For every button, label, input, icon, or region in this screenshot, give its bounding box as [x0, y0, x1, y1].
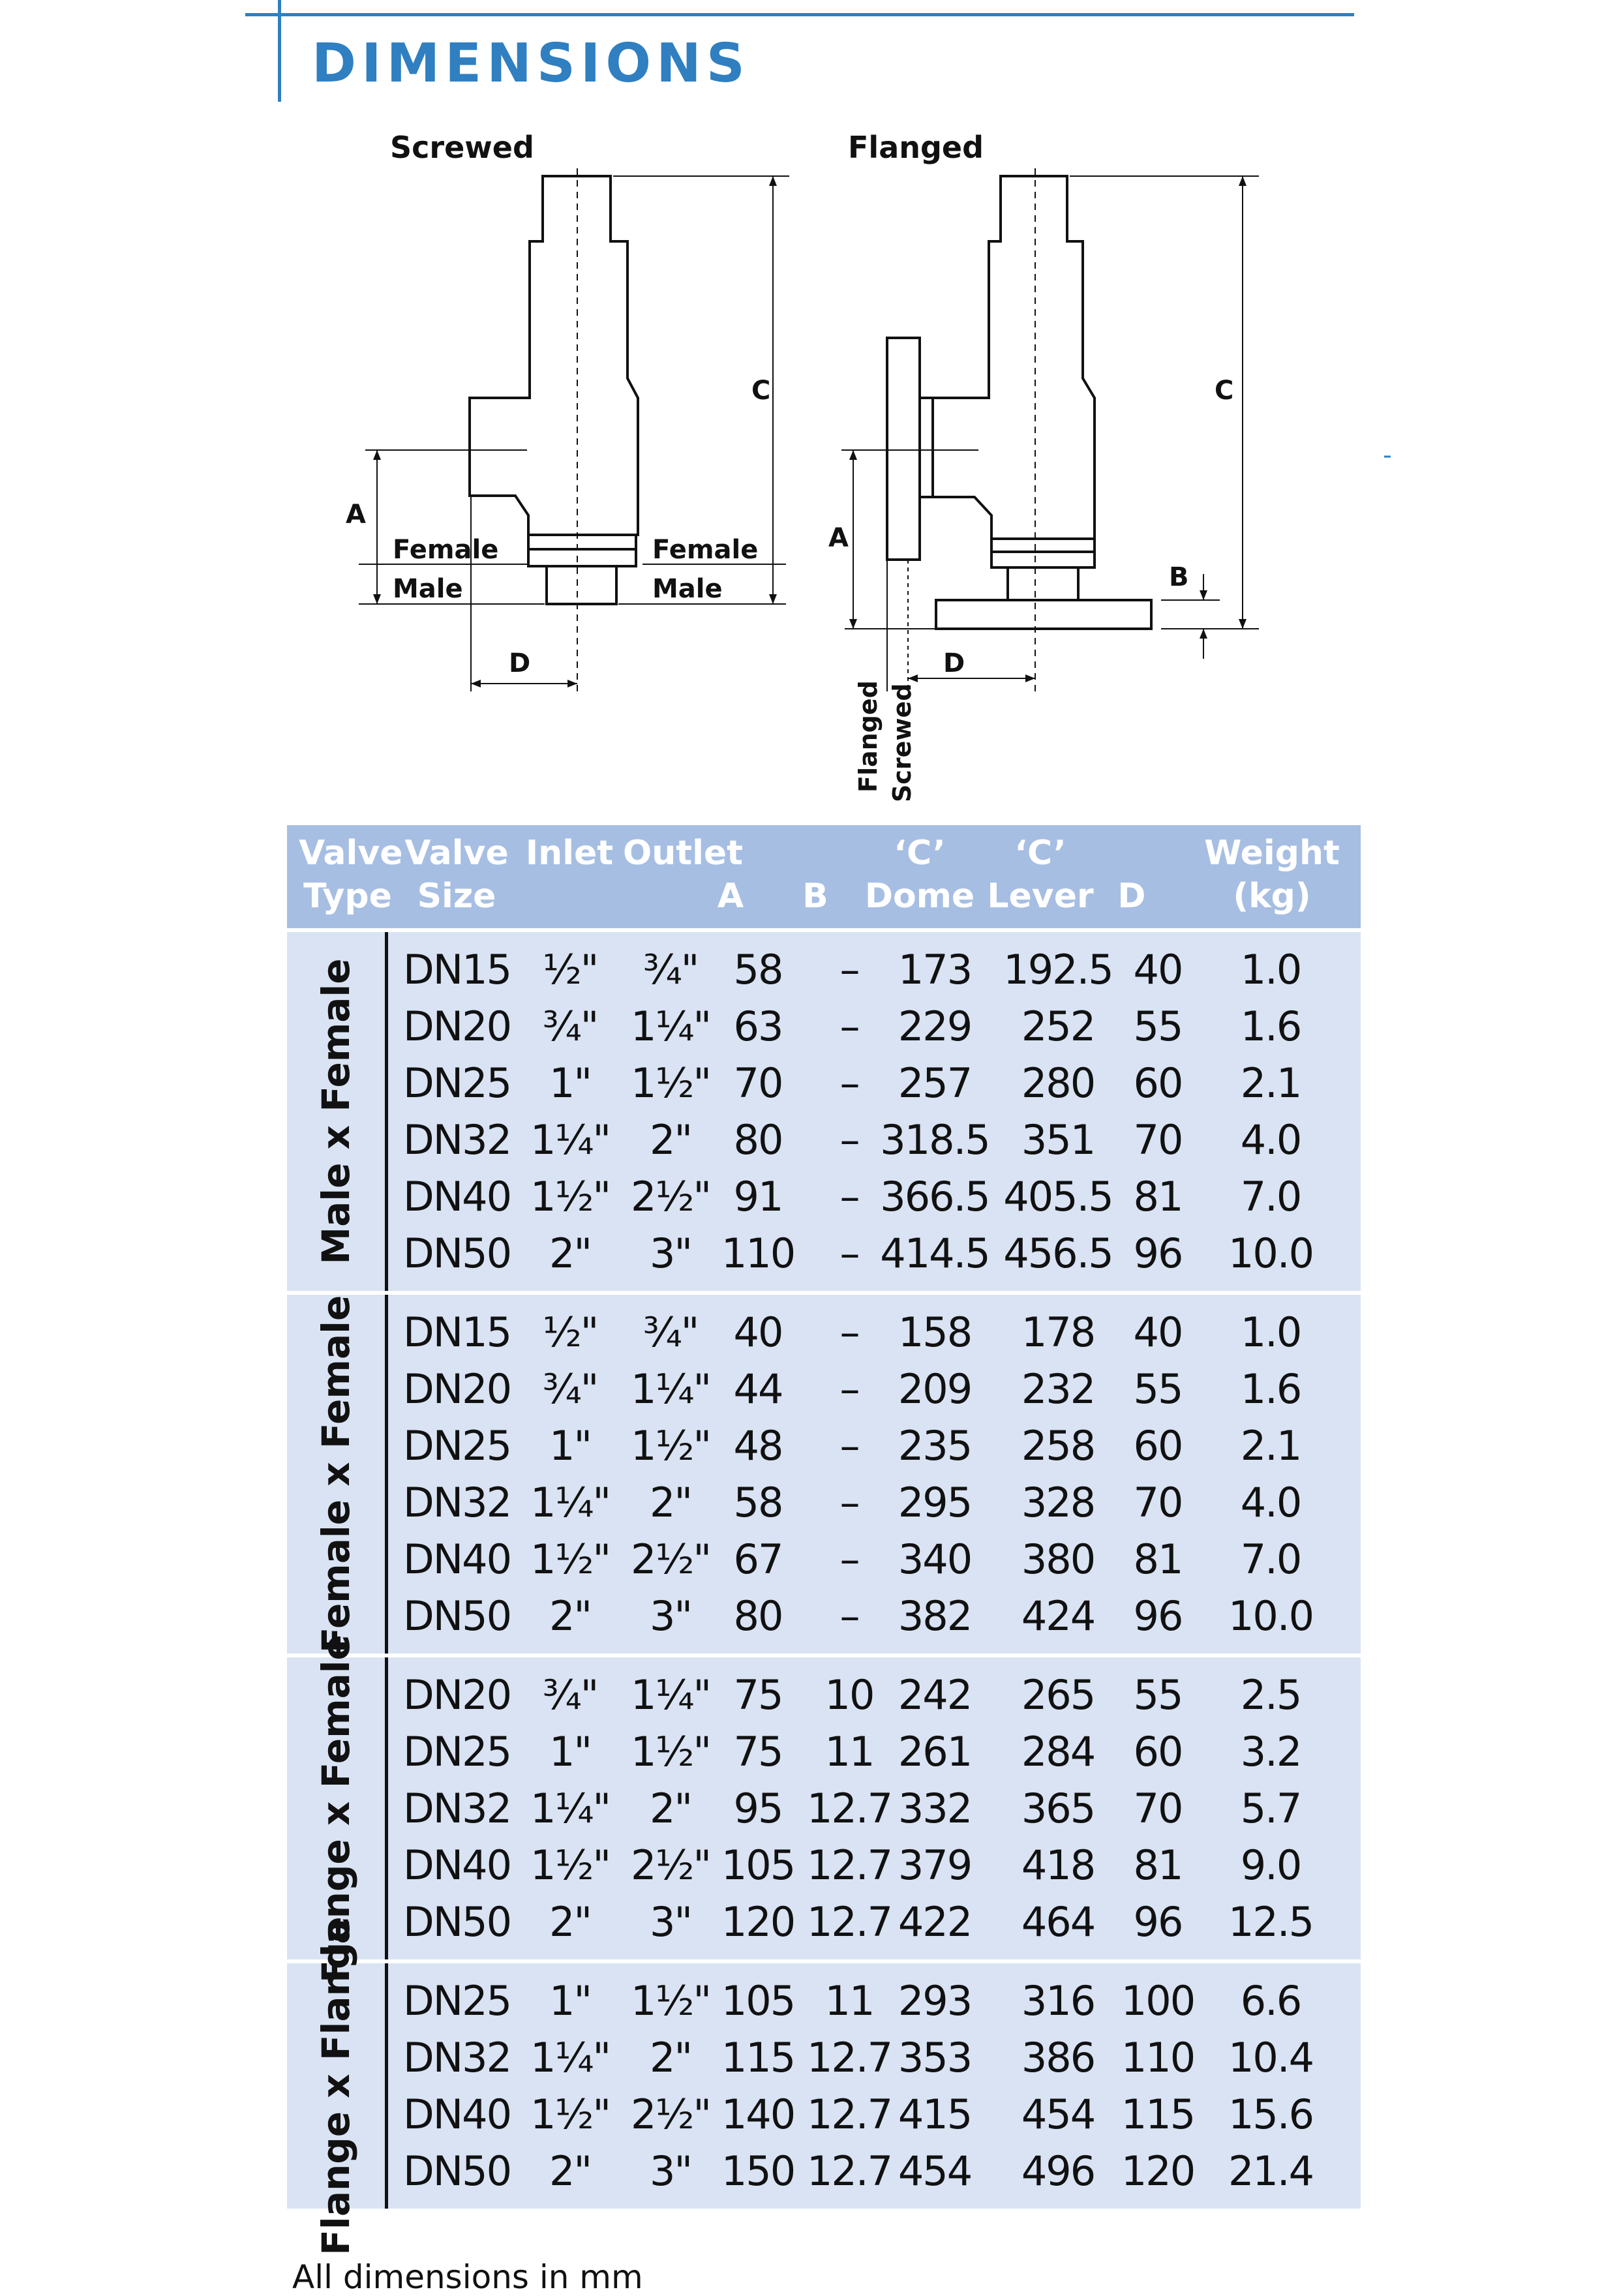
cell-d: 110 — [1121, 2034, 1195, 2081]
table-row — [287, 1361, 1361, 1417]
cell-d: 40 — [1133, 946, 1183, 993]
cell-inlet: 1" — [549, 1728, 591, 1775]
cell-b: 10 — [824, 1671, 874, 1719]
flanged-label-b: B — [1169, 562, 1189, 592]
cell-c-dome: 242 — [898, 1671, 972, 1719]
group-label: Flange x Flange — [314, 1916, 358, 2256]
cell-c-dome: 158 — [898, 1308, 972, 1356]
cell-a: 63 — [733, 1003, 783, 1050]
flanged-label-a: A — [828, 523, 849, 553]
header-c-dome-2: Dome — [864, 877, 975, 916]
table-row — [287, 1304, 1361, 1361]
cell-inlet: ¾" — [542, 1671, 598, 1719]
cell-a: 95 — [733, 1785, 783, 1832]
header-outlet: Outlet — [623, 834, 744, 873]
cell-d: 60 — [1133, 1728, 1183, 1775]
cell-inlet: 1¼" — [530, 1479, 611, 1526]
table-row — [287, 941, 1361, 998]
cell-c-dome: 332 — [898, 1785, 972, 1832]
cell-valve-size: DN32 — [403, 2034, 511, 2081]
table-row — [287, 1780, 1361, 1837]
cell-c-lever: 405.5 — [1003, 1173, 1113, 1220]
cell-a: 105 — [721, 1977, 795, 2025]
cell-a: 58 — [733, 1479, 783, 1526]
cell-c-dome: 295 — [898, 1479, 972, 1526]
cell-inlet: 1" — [549, 1059, 591, 1107]
cell-valve-size: DN15 — [403, 1308, 511, 1356]
cell-inlet: 2" — [549, 2147, 591, 2195]
screwed-label-c: C — [751, 376, 771, 406]
cell-b: – — [839, 1535, 859, 1583]
cell-c-lever: 351 — [1021, 1116, 1095, 1164]
cell-a: 150 — [721, 2147, 795, 2195]
cell-d: 70 — [1133, 1785, 1183, 1832]
cell-weight: 10.4 — [1228, 2034, 1314, 2081]
cell-b: – — [839, 1059, 859, 1107]
cell-weight: 9.0 — [1240, 1841, 1301, 1889]
cell-weight: 12.5 — [1228, 1898, 1314, 1946]
cell-c-dome: 209 — [898, 1365, 972, 1413]
cell-b: – — [839, 1592, 859, 1640]
cell-inlet: 1" — [549, 1977, 591, 2025]
cell-outlet: 2" — [650, 2034, 691, 2081]
cell-b: 12.7 — [806, 1785, 892, 1832]
cell-inlet: ¾" — [542, 1003, 598, 1050]
cell-valve-size: DN25 — [403, 1422, 511, 1470]
cell-weight: 4.0 — [1240, 1116, 1301, 1164]
header-valve-type-1: Valve — [299, 834, 403, 873]
header-weight-1: Weight — [1204, 834, 1340, 873]
flanged-label-flanged: Flanged — [854, 680, 883, 793]
cell-c-dome: 454 — [898, 2147, 972, 2195]
table-row — [287, 1667, 1361, 1723]
table-row — [287, 1225, 1361, 1282]
cell-outlet: 3" — [650, 2147, 691, 2195]
cell-b: – — [839, 1003, 859, 1050]
cell-weight: 7.0 — [1240, 1173, 1301, 1220]
flanged-outlet-neck — [1008, 567, 1078, 600]
header-valve-size-1: Valve — [404, 834, 509, 873]
cell-a: 110 — [721, 1230, 795, 1277]
cell-inlet: 1½" — [530, 1841, 611, 1889]
cell-inlet: ¾" — [542, 1365, 598, 1413]
cell-valve-size: DN50 — [403, 1592, 511, 1640]
group-female-x-female — [287, 1291, 1361, 1654]
cell-weight: 21.4 — [1228, 2147, 1314, 2195]
cell-a: 140 — [721, 2091, 795, 2138]
cell-outlet: 3" — [650, 1898, 691, 1946]
group-flange-x-female — [287, 1634, 1361, 1983]
cell-d: 81 — [1133, 1535, 1183, 1583]
cell-valve-size: DN25 — [403, 1728, 511, 1775]
cell-valve-size: DN32 — [403, 1785, 511, 1832]
cell-b: 12.7 — [806, 1841, 892, 1889]
cell-weight: 1.0 — [1240, 1308, 1301, 1356]
cell-d: 55 — [1133, 1671, 1183, 1719]
cell-c-lever: 424 — [1021, 1592, 1095, 1640]
cell-c-dome: 229 — [898, 1003, 972, 1050]
cell-a: 80 — [733, 1592, 783, 1640]
header-b: B — [802, 877, 828, 916]
screwed-valve-outline — [470, 176, 638, 535]
cell-valve-size: DN25 — [403, 1977, 511, 2025]
cell-weight: 10.0 — [1228, 1230, 1314, 1277]
cell-inlet: 1½" — [530, 1535, 611, 1583]
flanged-label-c: C — [1215, 376, 1234, 406]
header-inlet: Inlet — [525, 834, 614, 873]
cell-c-dome: 382 — [898, 1592, 972, 1640]
cell-valve-size: DN25 — [403, 1059, 511, 1107]
cell-a: 58 — [733, 946, 783, 993]
cell-d: 60 — [1133, 1059, 1183, 1107]
cell-weight: 10.0 — [1228, 1592, 1314, 1640]
cell-valve-size: DN20 — [403, 1365, 511, 1413]
cell-d: 115 — [1121, 2091, 1195, 2138]
cell-c-lever: 316 — [1021, 1977, 1095, 2025]
group-label: Flange x Female — [314, 1634, 358, 1983]
cell-d: 96 — [1133, 1898, 1183, 1946]
cell-weight: 1.6 — [1240, 1365, 1301, 1413]
cell-a: 91 — [733, 1173, 783, 1220]
cell-a: 48 — [733, 1422, 783, 1470]
header-valve-size-2: Size — [417, 877, 496, 916]
cell-valve-size: DN20 — [403, 1003, 511, 1050]
cell-valve-size: DN40 — [403, 1841, 511, 1889]
cell-b: 12.7 — [806, 2034, 892, 2081]
cell-c-lever: 365 — [1021, 1785, 1095, 1832]
cell-inlet: 1¼" — [530, 1785, 611, 1832]
cell-inlet: ½" — [542, 946, 598, 993]
screwed-label-male-left: Male — [393, 574, 463, 604]
cell-d: 55 — [1133, 1365, 1183, 1413]
cell-inlet: 2" — [549, 1592, 591, 1640]
table-row — [287, 998, 1361, 1055]
cell-outlet: 2" — [650, 1479, 691, 1526]
cell-valve-size: DN15 — [403, 946, 511, 993]
cell-c-lever: 280 — [1021, 1059, 1095, 1107]
cell-d: 100 — [1121, 1977, 1195, 2025]
cell-c-lever: 454 — [1021, 2091, 1095, 2138]
cell-c-dome: 293 — [898, 1977, 972, 2025]
dimensions-table — [287, 825, 1361, 2256]
cell-b: 12.7 — [806, 2147, 892, 2195]
cell-c-lever: 418 — [1021, 1841, 1095, 1889]
cell-inlet: 1¼" — [530, 1116, 611, 1164]
table-row — [287, 1837, 1361, 1894]
cell-c-lever: 258 — [1021, 1422, 1095, 1470]
cell-valve-size: DN20 — [403, 1671, 511, 1719]
header-c-lever-1: ‘C’ — [1014, 834, 1066, 873]
cell-c-dome: 415 — [898, 2091, 972, 2138]
cell-c-lever: 328 — [1021, 1479, 1095, 1526]
cell-d: 70 — [1133, 1479, 1183, 1526]
cell-c-lever: 496 — [1021, 2147, 1095, 2195]
cell-outlet: 3" — [650, 1230, 691, 1277]
cell-valve-size: DN50 — [403, 1230, 511, 1277]
cell-valve-size: DN40 — [403, 1173, 511, 1220]
cell-outlet: ¾" — [642, 1308, 699, 1356]
screwed-label-male-right: Male — [652, 574, 723, 604]
cell-inlet: 1" — [549, 1422, 591, 1470]
header-c-dome-1: ‘C’ — [894, 834, 946, 873]
cell-valve-size: DN50 — [403, 2147, 511, 2195]
page-title: DIMENSIONS — [312, 33, 750, 95]
cell-c-dome: 379 — [898, 1841, 972, 1889]
cell-c-dome: 414.5 — [880, 1230, 990, 1277]
table-row — [287, 1531, 1361, 1588]
header-weight-2: (kg) — [1233, 877, 1311, 916]
cell-a: 40 — [733, 1308, 783, 1356]
cell-weight: 4.0 — [1240, 1479, 1301, 1526]
cell-c-dome: 340 — [898, 1535, 972, 1583]
cell-c-dome: 173 — [898, 946, 972, 993]
flanged-label-screwed: Screwed — [888, 683, 916, 802]
cell-c-lever: 192.5 — [1003, 946, 1113, 993]
cell-weight: 2.1 — [1240, 1059, 1301, 1107]
cell-c-dome: 422 — [898, 1898, 972, 1946]
cell-weight: 1.6 — [1240, 1003, 1301, 1050]
flanged-outlet-flange — [936, 600, 1151, 629]
cell-b: – — [839, 946, 859, 993]
table-row — [287, 1894, 1361, 1950]
cell-inlet: 1¼" — [530, 2034, 611, 2081]
screwed-label-female-left: Female — [393, 535, 499, 565]
group-male-x-female — [287, 928, 1361, 1291]
footnote: All dimensions in mm — [292, 2258, 643, 2296]
cell-d: 60 — [1133, 1422, 1183, 1470]
header-valve-type-2: Type — [303, 877, 392, 916]
screwed-title: Screwed — [390, 130, 534, 165]
cell-valve-size: DN40 — [403, 1535, 511, 1583]
table-row — [287, 2086, 1361, 2143]
cell-b: – — [839, 1422, 859, 1470]
cell-b: 11 — [824, 1728, 874, 1775]
cell-c-dome: 235 — [898, 1422, 972, 1470]
cell-inlet: 1½" — [530, 1173, 611, 1220]
cell-c-lever: 380 — [1021, 1535, 1095, 1583]
screwed-label-female-right: Female — [652, 535, 759, 565]
cell-b: 12.7 — [806, 2091, 892, 2138]
cell-weight: 2.5 — [1240, 1671, 1301, 1719]
cell-outlet: 1½" — [630, 1728, 711, 1775]
cell-inlet: ½" — [542, 1308, 598, 1356]
cell-b: – — [839, 1230, 859, 1277]
cell-b: 12.7 — [806, 1898, 892, 1946]
cell-weight: 1.0 — [1240, 946, 1301, 993]
cell-outlet: 1¼" — [630, 1671, 711, 1719]
cell-outlet: 2" — [650, 1785, 691, 1832]
table-row — [287, 1417, 1361, 1474]
cell-c-lever: 386 — [1021, 2034, 1095, 2081]
cell-valve-size: DN32 — [403, 1479, 511, 1526]
dimension-diagram — [0, 0, 1617, 809]
cell-inlet: 2" — [549, 1230, 591, 1277]
cell-outlet: 2½" — [630, 1841, 711, 1889]
cell-outlet: 2½" — [630, 1535, 711, 1583]
cell-c-dome: 366.5 — [880, 1173, 990, 1220]
cell-d: 55 — [1133, 1003, 1183, 1050]
cell-b: – — [839, 1365, 859, 1413]
cell-outlet: 2½" — [630, 2091, 711, 2138]
cell-a: 80 — [733, 1116, 783, 1164]
cell-weight: 3.2 — [1240, 1728, 1301, 1775]
cell-c-lever: 284 — [1021, 1728, 1095, 1775]
screwed-label-a: A — [346, 500, 366, 530]
table-row — [287, 1474, 1361, 1531]
cell-outlet: 1¼" — [630, 1365, 711, 1413]
cell-weight: 7.0 — [1240, 1535, 1301, 1583]
flanged-valve-outline — [933, 176, 1095, 539]
table-header — [287, 825, 1361, 928]
table-row — [287, 1111, 1361, 1168]
cell-b: – — [839, 1173, 859, 1220]
flanged-inlet-flange — [887, 338, 920, 560]
cell-c-dome: 353 — [898, 2034, 972, 2081]
cell-weight: 15.6 — [1228, 2091, 1314, 2138]
header-c-lever-2: Lever — [987, 877, 1094, 916]
table-row — [287, 1168, 1361, 1225]
cell-a: 115 — [721, 2034, 795, 2081]
cell-weight: 6.6 — [1240, 1977, 1301, 2025]
header-d: D — [1117, 877, 1146, 916]
cell-outlet: 2" — [650, 1116, 691, 1164]
flanged-title: Flanged — [848, 130, 984, 165]
cell-c-lever: 252 — [1021, 1003, 1095, 1050]
cell-c-lever: 265 — [1021, 1671, 1095, 1719]
cell-b: – — [839, 1116, 859, 1164]
screwed-outlet-nozzle — [547, 566, 616, 604]
table-row — [287, 1723, 1361, 1780]
cell-d: 96 — [1133, 1592, 1183, 1640]
cell-a: 44 — [733, 1365, 783, 1413]
screwed-label-d: D — [509, 648, 531, 678]
cell-d: 120 — [1121, 2147, 1195, 2195]
cell-inlet: 1½" — [530, 2091, 611, 2138]
cell-b: 11 — [824, 1977, 874, 2025]
cell-a: 67 — [733, 1535, 783, 1583]
cell-a: 105 — [721, 1841, 795, 1889]
cell-d: 81 — [1133, 1173, 1183, 1220]
cell-weight: 2.1 — [1240, 1422, 1301, 1470]
cell-outlet: 1½" — [630, 1977, 711, 2025]
cell-a: 120 — [721, 1898, 795, 1946]
cell-c-dome: 318.5 — [880, 1116, 990, 1164]
group-label: Male x Female — [314, 958, 358, 1265]
cell-c-lever: 178 — [1021, 1308, 1095, 1356]
cell-c-lever: 464 — [1021, 1898, 1095, 1946]
cell-d: 40 — [1133, 1308, 1183, 1356]
cell-c-dome: 261 — [898, 1728, 972, 1775]
cell-outlet: 3" — [650, 1592, 691, 1640]
cell-valve-size: DN32 — [403, 1116, 511, 1164]
cell-c-lever: 456.5 — [1003, 1230, 1113, 1277]
cell-c-lever: 232 — [1021, 1365, 1095, 1413]
cell-weight: 5.7 — [1240, 1785, 1301, 1832]
table-row — [287, 1055, 1361, 1111]
cell-outlet: 1½" — [630, 1059, 711, 1107]
header-a: A — [717, 877, 744, 916]
cell-d: 81 — [1133, 1841, 1183, 1889]
cell-inlet: 2" — [549, 1898, 591, 1946]
cell-b: – — [839, 1308, 859, 1356]
cell-d: 96 — [1133, 1230, 1183, 1277]
flanged-label-d: D — [943, 648, 965, 678]
cell-a: 75 — [733, 1671, 783, 1719]
cell-outlet: ¾" — [642, 946, 699, 993]
table-row — [287, 2143, 1361, 2199]
cell-a: 70 — [733, 1059, 783, 1107]
cell-outlet: 2½" — [630, 1173, 711, 1220]
cell-c-dome: 257 — [898, 1059, 972, 1107]
cell-a: 75 — [733, 1728, 783, 1775]
table-row — [287, 2029, 1361, 2086]
cell-valve-size: DN40 — [403, 2091, 511, 2138]
table-row — [287, 1972, 1361, 2029]
cell-valve-size: DN50 — [403, 1898, 511, 1946]
cell-outlet: 1¼" — [630, 1003, 711, 1050]
cell-b: – — [839, 1479, 859, 1526]
group-label: Female x Female — [314, 1295, 358, 1654]
cell-outlet: 1½" — [630, 1422, 711, 1470]
table-row — [287, 1588, 1361, 1644]
cell-d: 70 — [1133, 1116, 1183, 1164]
